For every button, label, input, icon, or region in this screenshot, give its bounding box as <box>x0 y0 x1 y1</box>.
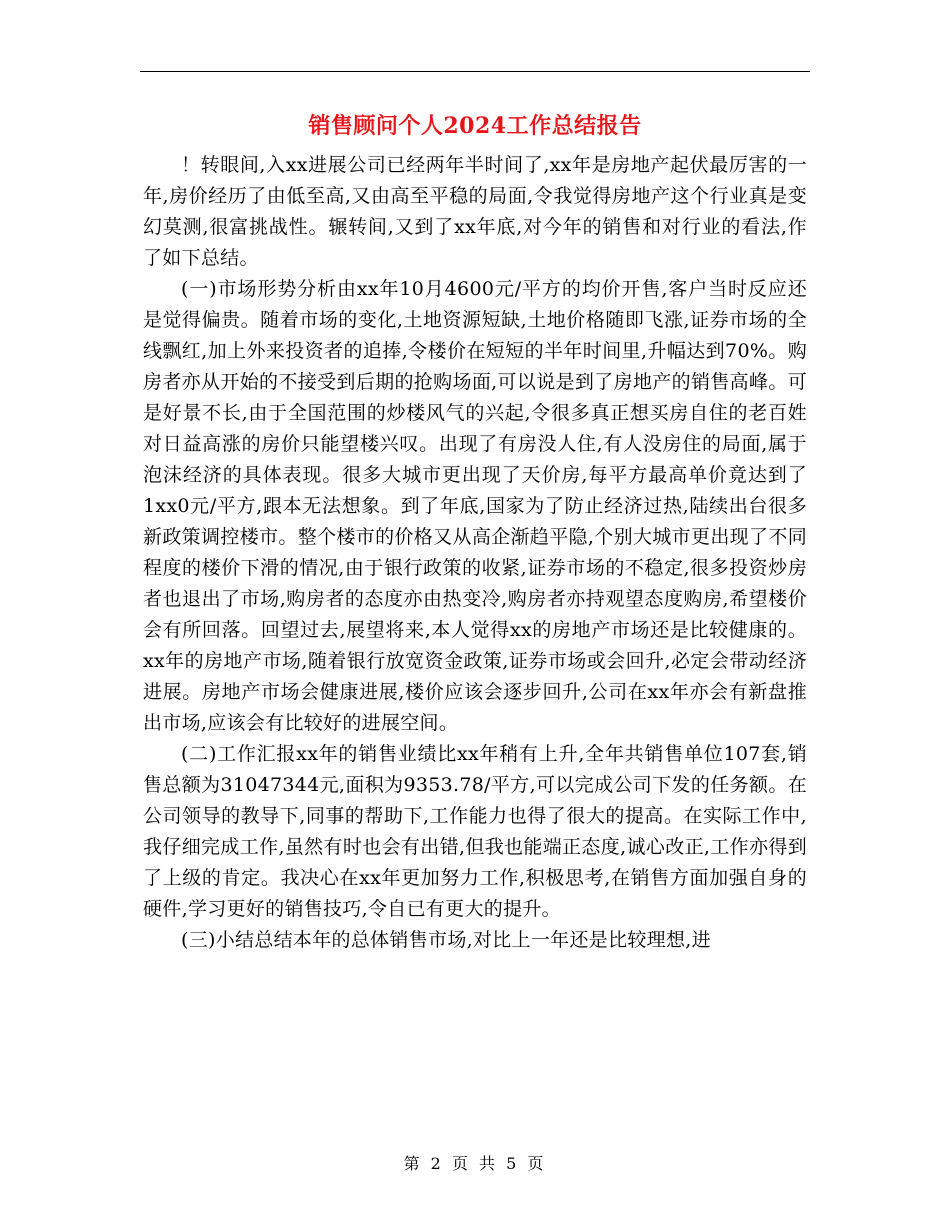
paragraph-intro: ！转眼间,入xx进展公司已经两年半时间了,xx年是房地产起伏最厉害的一年,房价经历了由低至高,又由高至平稳的局面,令我觉得房地产这个行业真是变幻莫测,很富挑战性。辗转间,又到了xx年底,对今年的销售和对行业的看法,作了如下总结。 <box>143 154 807 269</box>
paragraph-summary: (三)小结总结本年的总体销售市场,对比上一年还是比较理想,进 <box>181 929 711 951</box>
document-title: 销售顾问个人2024工作总结报告 <box>308 113 642 139</box>
header-rule <box>140 71 810 72</box>
document-body <box>143 150 807 956</box>
paragraph-work-report: (二)工作汇报xx年的销售业绩比xx年稍有上升,全年共销售单位107套,销售总额为31047344元,面积为9353.78/平方,可以完成公司下发的任务额。在公司领导的教导下,同事的帮助下,工作能力也得了很大的提高。在实际工作中,我仔细完成工作,虽然有时也会有出错,但我也能端正态度,诚心改正,工作亦得到了上级的肯定。我决心在xx年更加努力工作,积极思考,在销售方面加强自身的硬件,学习更好的销售技巧,令自已有更大的提升。 <box>143 743 807 920</box>
paragraph-market-analysis: (一)市场形势分析由xx年10月4600元/平方的均价开售,客户当时反应还是觉得偏贵。随着市场的变化,土地资源短缺,土地价格随即飞涨,证券市场的全线飘红,加上外来投资者的追捧,令楼价在短短的半年时间里,升幅达到70%。购房者亦从开始的不接受到后期的抢购场面,可以说是到了房地产的销售高峰。可是好景不长,由于全国范围的炒楼风气的兴起,令很多真正想买房自住的老百姓对日益高涨的房价只能望楼兴叹。出现了有房没人住,有人没房住的局面,属于泡沫经济的具体表现。很多大城市更出现了天价房,每平方最高单价竟达到了1xx0元/平方,跟本无法想象。到了年底,国家为了防止经济过热,陆续出台很多新政策调控楼市。整个楼市的价格又从高企渐趋平隐,个别大城市更出现了不同程度的楼价下滑的情况,由于银行政策的收紧,证券市场的不稳定,很多投资炒房者也退出了市场,购房者的态度亦由热变冷,购房者亦持观望态度购房,希望楼价会有所回落。回望过去,展望将来,本人觉得xx的房地产市场还是比较健康的。xx年的房地产市场,随着银行放宽资金政策,证券市场或会回升,必定会带动经济进展。房地产市场会健康进展,楼价应该会逐步回升,公司在xx年亦会有新盘推出市场,应该会有比较好的进展空间。 <box>143 278 807 734</box>
page-number-footer: 第 2 页 共 5 页 <box>403 1154 547 1173</box>
